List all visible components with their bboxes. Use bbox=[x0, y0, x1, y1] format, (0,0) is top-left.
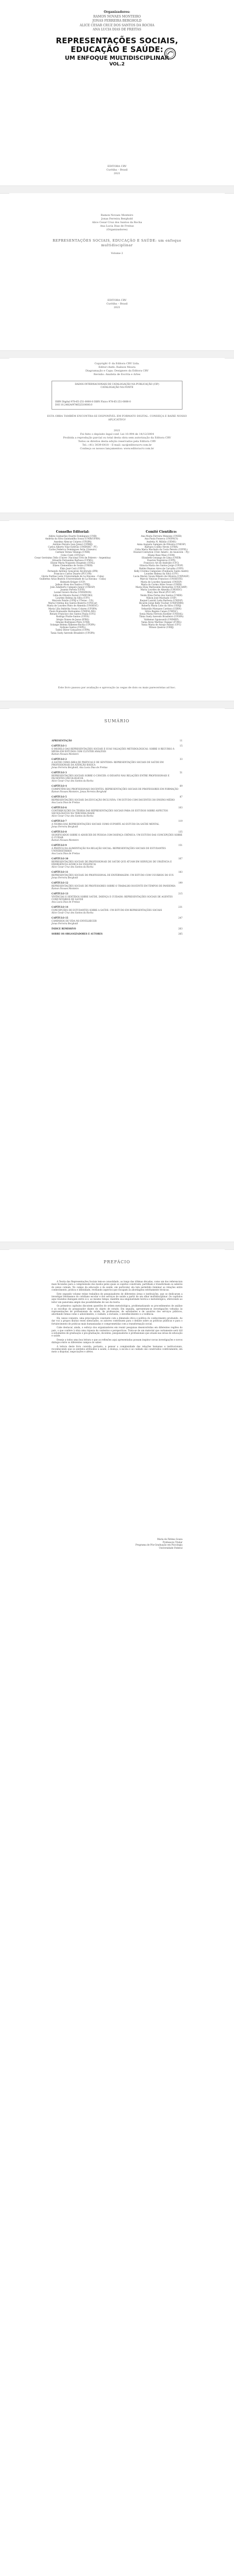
council-member: Eduardo Fernandes Barbosa (UFMG) bbox=[52, 559, 93, 562]
council-member: Silvia Regina Canan (UNESC) bbox=[145, 609, 178, 613]
toc-page-number: 265 bbox=[178, 933, 182, 935]
toc-row bbox=[52, 882, 182, 884]
council-member: Lídia de Oliveira Xavier (UNIEURO) bbox=[53, 594, 93, 597]
toc-chapter-title: O MODELO DAS REPRESENTAÇÕES SOCIAIS E SUAS VALIAÇÕES METODOLÓGICAS: SOBRE O RECURSO À MÉDIA EM ESTUDOS COM CLUSTER ANALYSIS bbox=[52, 748, 175, 753]
copyright-line: Diagramação e Capa: Designers da Editora CRV bbox=[85, 369, 149, 372]
toc-entry[interactable] bbox=[52, 844, 182, 855]
toc-chapter-authors: Jonas Ferreira Berghold bbox=[52, 825, 78, 828]
preface-paragraph: Desejo a todos uma boa leitura e que as reflexões aqui apresentadas possam inspirar novas investigações e novos diálogos entre os diferentes campos do saber. bbox=[52, 1338, 182, 1344]
toc-page-number: 151 bbox=[178, 844, 182, 846]
legal-line: Proibida a reprodução parcial ou total desta obra sem autorização da Editora CRV bbox=[63, 436, 171, 439]
legal-line: Todos os direitos desta edição reservados pela Editora CRV bbox=[78, 440, 156, 443]
toc-chapter-authors: Jonas Ferreira Berghold bbox=[52, 922, 78, 925]
council-member: Tania Suely Azevedo Brasileiro (UFOPA) bbox=[51, 631, 95, 634]
toc-row bbox=[52, 831, 182, 833]
legal-line: Foi feito o depósito legal conf. Lei 10.994 de 14/12/2004 bbox=[80, 433, 154, 436]
page-divider bbox=[0, 350, 234, 359]
council-member: Eliane Rose Maio (UEM) bbox=[147, 553, 175, 556]
toc-row bbox=[52, 820, 182, 822]
toc-chapter-authors: Ramon Novaes Monteiro bbox=[52, 839, 79, 841]
council-member: Sérgio Nunes de Jesus (IFRO) bbox=[56, 618, 89, 621]
toc-chapter-label: CAPÍTULO 12 bbox=[52, 882, 69, 884]
council-member: Carlos Alberto Vilar Estêvão (UMINHO – PT) bbox=[48, 546, 97, 549]
cip-title: DADOS INTERNACIONAIS DE CATALOGAÇÃO NA PUBLICAÇÃO (CIP) bbox=[75, 383, 159, 386]
toc-chapter-title: COMPETÊNCIAS PROFISSIONAIS DOCENTES: REPRESENTAÇÕES SOCIAIS DE PROFESSORES EM FORMAÇÃO bbox=[52, 788, 178, 790]
council-member: Josania Portela (UFPI) bbox=[60, 588, 85, 591]
toc-entry[interactable] bbox=[52, 906, 182, 914]
toc-entry[interactable] bbox=[52, 771, 182, 782]
toc-row bbox=[52, 933, 182, 935]
council-member: Valdemar Sguissardi (UNIMEP) bbox=[144, 618, 179, 621]
toc-row bbox=[52, 744, 182, 747]
signature-line: Programa de Pós-Graduação em Psicologia bbox=[135, 1544, 182, 1547]
toc-entry[interactable] bbox=[52, 744, 182, 755]
publisher-logo-icon bbox=[164, 47, 176, 60]
council-member: Guillermo Arias Beatón (Universidade de La Havana – Cuba) bbox=[39, 578, 106, 581]
council-member: Elizabeth Gonzaga de Lima (UNEB) bbox=[141, 556, 181, 559]
toc-chapter-authors: Alice Cesar Cruz dos Santos da Rocha bbox=[52, 779, 94, 782]
council-member: Ricardo Jorge Kelly Tischer (UNIFEMM) bbox=[139, 602, 184, 605]
toc-chapter-title: VIVÊNCIAS E SENTIDOS SOBRE SAÚDE, DOENÇA E CUIDADO: REPRESENTAÇÕES SOCIAIS DE AGENTES COMUNITÁRIOS DE SAÚDE bbox=[52, 895, 173, 901]
toc-chapter-title: CONCEPÇÕES DE ESTUDANTES SOBRE A SAÚDE: UM ESTUDO EM REPRESENTAÇÕES SOCIAIS bbox=[52, 909, 162, 911]
preface-paragraph: A Teoria das Representações Sociais tem-se consolidado, ao longo das últimas décadas, como um dos referenciais mais fecundos para a compreensão dos modos pelos quais os sujeitos constroem, partilham e transformam os saberes do senso comum. No campo da educação e da saúde, em particular, ela tem permitido iluminar as relações entre conhecimento, prática e identidade, revelando aspectos que escapam às abordagens estritamente técnicas. bbox=[52, 1280, 182, 1292]
toc-entry[interactable] bbox=[52, 806, 182, 817]
toc-chapter-label: CAPÍTULO 6 bbox=[52, 806, 67, 809]
council-member: Lourdes Helena da Silva (UFV) bbox=[144, 572, 179, 575]
signature-line: Maria de Fátima Souza bbox=[157, 1538, 182, 1540]
toc-page-number: 231 bbox=[178, 906, 182, 908]
council-member: Lucia Marisy Souza Ribeiro de Oliveira (UNIVASF) bbox=[133, 575, 190, 578]
toc-row bbox=[52, 785, 182, 787]
toc-chapter-label: CAPÍTULO 5 bbox=[52, 795, 67, 798]
toc-page-number: 119 bbox=[178, 820, 182, 822]
toc-row bbox=[52, 771, 182, 774]
toc-entry[interactable] bbox=[52, 933, 182, 935]
toc-chapter-title: REPRESENTAÇÕES SOCIAIS DE PROFESSORES SOBRE O TRABALHO DOCENTE EM TEMPOS DE PANDEMIA bbox=[52, 885, 176, 887]
toc-entry[interactable] bbox=[52, 820, 182, 828]
toc-page-number: 11 bbox=[179, 739, 182, 742]
copyright-lines bbox=[0, 362, 234, 377]
council-member: Helmuth Krüger (UCP) bbox=[60, 580, 86, 583]
council-member: Maria de Lourdes Spazziani (UNESP) bbox=[141, 580, 182, 583]
toc-page-number: 103 bbox=[178, 806, 182, 809]
council-member: Rodrigo Pratte-Santos (UFES) bbox=[56, 615, 90, 618]
toc-row bbox=[52, 844, 182, 846]
council-member: Jailson Alves dos Santos (UFRJ) bbox=[55, 583, 90, 586]
toc-page-number: 135 bbox=[178, 831, 182, 833]
toc-page-number: 87 bbox=[179, 795, 182, 798]
editorial-council-heading: Conselho Editorial: bbox=[56, 530, 90, 534]
copyright-line: Copyright © da Editora CRV Ltda. bbox=[94, 362, 140, 365]
toc-chapter-label: CAPÍTULO 3 bbox=[52, 771, 67, 774]
toc-chapter-label: ÍNDICE REMISSIVO bbox=[52, 927, 76, 930]
name-line: Alice Cesar Cruz dos Santos da Rocha bbox=[92, 221, 142, 224]
council-member: Vania Alves Martins Chaigar (FURG) bbox=[141, 620, 182, 623]
publisher-line: Curitiba – Brasil bbox=[106, 168, 128, 172]
half-title-volume: Volume 2 bbox=[111, 252, 123, 255]
council-member: Ana Maria Ferreira Menezes (UNEB) bbox=[141, 535, 182, 538]
toc-row bbox=[52, 739, 182, 742]
toc-entry[interactable] bbox=[52, 892, 182, 903]
scientific-committee-heading: Comitê Científico: bbox=[145, 530, 177, 534]
copyright-line: Editor-chefe: Railson Moura bbox=[98, 366, 136, 369]
council-member: Francisco Carlos Duarte (PUC-PR) bbox=[54, 572, 92, 575]
council-member: Celso Conti (UFSCar) bbox=[60, 553, 85, 556]
toc-chapter-title: A TEORIA DAS REPRESENTAÇÕES SOCIAIS COMO SUPORTE AO ESTUDO DA SAÚDE MENTAL bbox=[52, 823, 159, 825]
book-volume: VOL.2 bbox=[109, 62, 125, 67]
toc-chapter-title: A SAÚDE COMO ÁREA DE PRÁTICAS E DE SENTIDOS: REPRESENTAÇÕES SOCIAIS DE SAÚDE EM PROFISSIONAIS DA ATENÇÃO BÁSICA bbox=[52, 761, 164, 766]
council-member: Elizeu Clementino de Souza (UNEB) bbox=[53, 564, 93, 567]
toc-page-number: 15 bbox=[179, 744, 182, 747]
copyright-line: Revisão: Analista de Escrita e Artes bbox=[93, 373, 141, 376]
doi-line: DOI 10.24824/978652510000.0 bbox=[55, 404, 93, 406]
organizer-name: ALICE CESAR CRUZ DOS SANTOS DA ROCHA bbox=[79, 23, 155, 27]
council-member: Nilson José Machado (USP) bbox=[146, 596, 177, 599]
council-member: Maria Eliza Mattosinho Bernardes (UNICAMP) bbox=[136, 586, 187, 589]
title-page bbox=[9, 0, 225, 185]
toc-page-number: 167 bbox=[178, 857, 182, 860]
toc-chapter-authors: Alice Cesar Cruz dos Santos da Rocha bbox=[52, 866, 94, 868]
council-member: Élsio José Corá (UFFS) bbox=[60, 567, 86, 570]
toc-row bbox=[52, 927, 182, 930]
toc-chapter-label: CAPÍTULO 14 bbox=[52, 906, 69, 908]
toc-chapter-title: REPRESENTAÇÕES SOCIAIS DA EDUCAÇÃO INCLUSIVA: UM ESTUDO COM DOCENTES DO ENSINO MÉDIO bbox=[52, 799, 175, 801]
council-member: Simone Rodrigues Pinto (UNB) bbox=[55, 620, 90, 623]
toc-chapter-authors: Ana Lucia Dias de Freitas bbox=[52, 801, 80, 804]
toc-row bbox=[52, 795, 182, 798]
council-member: Helder Buenos Aires de Carvalho (UFPI) bbox=[139, 567, 184, 570]
toc-chapter-authors: Ramon Novaes Monteiro, Jonas Ferreira Berghold bbox=[52, 790, 107, 793]
council-member: Renato Francisco dos Santos Paula (UFG) bbox=[49, 613, 96, 616]
toc-chapter-authors: Ana Lucia Dias de Freitas bbox=[52, 852, 80, 855]
publisher-line: EDITORA CRV bbox=[107, 165, 127, 168]
name-line: Jonas Ferreira Berghold bbox=[101, 217, 133, 221]
toc-chapter-label: SOBRE OS ORGANIZADORES E AUTORES bbox=[52, 933, 103, 935]
toc-chapter-label: CAPÍTULO 13 bbox=[52, 892, 69, 895]
council-member: Leonel Severo Rocha (UNISINOS) bbox=[54, 591, 92, 594]
council-member: Anna Augusta Sampaio de Oliveira (UNESP) bbox=[137, 543, 186, 546]
council-member: Maria Lília Imbiriba Sousa Colares (UFOPA) bbox=[48, 607, 97, 610]
toc-row bbox=[52, 917, 182, 919]
toc-chapter-title: CAMINHOS DE VIDA NO ENVELHECER bbox=[52, 920, 97, 922]
council-member: Maria de Lourdes Pinto de Almeida (UNOESC) bbox=[47, 604, 98, 607]
page-divider bbox=[0, 185, 234, 194]
editorial-council-column bbox=[31, 531, 114, 634]
cip-subtitle: CATALOGAÇÃO NA FONTE bbox=[101, 386, 133, 389]
council-member: Vania Maria de Araujo Passos (UFC) bbox=[141, 623, 181, 626]
page-divider bbox=[0, 513, 234, 521]
council-member: Gláucia Maria dos Santos Jorge (UFOP) bbox=[139, 564, 183, 567]
toc-heading: SUMÁRIO bbox=[104, 719, 130, 723]
toc-entry[interactable] bbox=[52, 927, 182, 930]
toc-entry[interactable] bbox=[52, 882, 182, 890]
council-member: Mary Ann Wood (PUC-SP) bbox=[147, 591, 176, 594]
council-member: Andréia da Silva Quintanilha Sousa (UNIR/UFRN) bbox=[45, 537, 101, 540]
publisher-line: Curitiba – Brasil bbox=[106, 302, 128, 306]
toc-chapter-label: CAPÍTULO 15 bbox=[52, 917, 69, 919]
toc-chapter-label: CAPÍTULO 7 bbox=[52, 820, 67, 822]
name-line: Ana Lucia Dias de Freitas bbox=[100, 225, 134, 228]
council-member: Sydione Santos (UEPG) bbox=[59, 626, 86, 629]
organizer-name: JONAS FERREIRA BERGHOLD bbox=[92, 19, 142, 23]
book-title bbox=[0, 37, 234, 54]
toc-list bbox=[52, 739, 182, 938]
council-member: Cesar Gerónimo Tello (Univer .Nacional Três de Febrero – Argentina) bbox=[35, 556, 111, 559]
council-member: Lourdes Helena da Silva (UFV) bbox=[55, 596, 90, 599]
organizer-name: ANA LUCIA DIAS DE FREITAS bbox=[93, 28, 141, 31]
council-member: Maria do Carmo Alves Sousa (UNEB) bbox=[141, 583, 182, 586]
toc-row bbox=[52, 758, 182, 760]
publisher-line: 2021 bbox=[113, 306, 121, 309]
council-member: Fernando Antônio Gonçalves Alcoforado (IPB) bbox=[47, 569, 98, 572]
publisher-line: EDITORA CRV bbox=[107, 299, 127, 302]
copyright-page bbox=[9, 358, 225, 513]
peer-review-note: Este livro passou por avaliação e aprovação às cegas de dois ou mais pareceristas ad hoc. bbox=[58, 686, 176, 689]
toc-chapter-authors: Ana Lucia Dias de Freitas bbox=[52, 901, 80, 903]
toc-entry[interactable] bbox=[52, 831, 182, 841]
council-page bbox=[9, 520, 225, 701]
preface-signature bbox=[124, 1538, 182, 1549]
council-member: Marcelo Paixão (UFRJ e UTexas – US) bbox=[52, 599, 94, 602]
toc-row bbox=[52, 871, 182, 873]
council-member: Tadeu Oliver Gonçalves (UFPA) bbox=[55, 629, 90, 632]
book-title-line: REPRESENTAÇÕES SOCIAIS, bbox=[56, 36, 178, 45]
toc-chapter-authors: Jonas Ferreira Berghold, Ana Lucia Dias de Freitas bbox=[52, 766, 108, 769]
toc-entry[interactable] bbox=[52, 785, 182, 793]
council-member: Solange Helena Ximenes-Rocha (UFOPA) bbox=[50, 623, 95, 626]
council-member: Francisco Ari de Andrade (UFC) bbox=[143, 562, 179, 565]
organizers-block bbox=[0, 10, 234, 32]
toc-entry[interactable] bbox=[52, 857, 182, 868]
council-columns bbox=[31, 531, 203, 634]
organizers-heading: Organizadores: bbox=[104, 10, 130, 14]
isbn-line: ISBN Digital 978-65-251-0000-0 ISBN Físico 978-65-251-0000-0 bbox=[55, 401, 131, 403]
toc-row bbox=[52, 906, 182, 908]
council-member: Fauston Negreiros (UFPI) bbox=[147, 559, 176, 562]
council-member: Neide Elisa Portes dos Santos (UNEB) bbox=[140, 594, 182, 597]
council-member: Wilson Queiroz (UERJ) bbox=[148, 626, 174, 629]
toc-chapter-title: A PRÁTICA DA ALIMENTAÇÃO NA RELAÇÃO SOCIAL: REPRESENTAÇÕES SOCIAIS DE ESTUDANTES UNIVERSITÁRIOS bbox=[52, 847, 166, 852]
toc-chapter-label: CAPÍTULO 9 bbox=[52, 844, 67, 846]
organizer-name: RAMON NOVAES MONTEIRO bbox=[93, 14, 141, 19]
council-member: Elione Maria Nogueira Diogenes (UFAL) bbox=[50, 562, 95, 565]
preface-body bbox=[52, 1280, 182, 1354]
toc-chapter-label: CAPÍTULO 4 bbox=[52, 785, 67, 787]
publisher-line: 2021 bbox=[113, 172, 121, 175]
council-member: Kelly Cristina Campones (Fundação Santo André) bbox=[134, 569, 189, 572]
toc-page-number: 215 bbox=[178, 892, 182, 895]
preface-paragraph: Cabe destacar, ainda, o esforço dos organizadores em reunir pesquisas desenvolvidas em diferentes regiões do país, o que confere à obra uma riqueza de contextos e perspectivas. Trata-se de um material que certamente será útil a estudantes de graduação e pós-graduação, docentes, pesquisadores e profissionais que atuam nas áreas de educação e saúde. bbox=[52, 1326, 182, 1337]
council-member: Roberta Maria Lobo da Silva (UERJ) bbox=[141, 604, 181, 607]
council-member: Diosnel Centurion (Univ Americ. de Asunción – Py) bbox=[133, 551, 190, 554]
toc-page-number: 33 bbox=[179, 758, 182, 760]
toc-chapter-title: REPRESENTAÇÕES SOCIAIS DE PROFISSIONAIS DE SAÚDE QUE ATUAM EM SERVIÇOS DE URGÊNCIA E EMERGÊNCIA ACERCA DA VIOLÊNCIA bbox=[52, 860, 172, 866]
council-member: Tânia Suely Azevedo Brasileiro (UFOPA) bbox=[139, 615, 183, 618]
toc-chapter-label: CAPÍTULO 10 bbox=[52, 857, 69, 860]
council-member: Maria Lourdes de Almeida (UNOESC) bbox=[140, 588, 182, 591]
council-member: Aldira Guimarães Duarte Domínguez (UNB) bbox=[48, 535, 97, 538]
legal-line: 2021 bbox=[113, 429, 121, 432]
legal-line: Tel.: (41) 3039-6418 – E-mail: sac@editoracrv.com.br bbox=[82, 444, 152, 447]
council-member: Carmen Tereza Velanga (UNIR) bbox=[55, 551, 90, 554]
toc-chapter-title: REPRESENTAÇÕES SOCIAIS DO PROFISSIONAL DE ENFERMAGEM: UM ESTUDO COM USUÁRIOS DO SUS bbox=[52, 874, 174, 876]
council-member: Maria Cristina dos Santos Bezerra (UFSCar) bbox=[48, 602, 97, 605]
half-title-names bbox=[0, 214, 234, 232]
digital-note: ESTA OBRA TAMBÉM ENCONTRA-SE DISPONÍVEL EM FORMATO DIGITAL. CONHEÇA E BAIXE NOSSO APLICATIVO! bbox=[47, 415, 187, 421]
preface-paragraph: Este segundo volume reúne trabalhos de pesquisadores de diferentes áreas e instituições, que se dedicaram a investigar fenômenos do cotidiano escolar e dos serviços de saúde a partir de um olhar multidisciplinar. Os capítulos aqui reunidos dialogam entre si e, ao mesmo tempo, mantêm sua singularidade teórica e metodológica, oferecendo ao leitor um panorama amplo das possibilidades de uso da teoria. bbox=[52, 1292, 182, 1303]
signature-line: Universidade Federal bbox=[159, 1546, 182, 1549]
toc-chapter-title: REPRESENTAÇÕES SOCIAIS SOBRE O CÂNCER: O DESAFIO NAS RELAÇÕES ENTRE PROFISSIONAIS E PACIENTES ONCOLÓGICOS bbox=[52, 774, 170, 779]
council-member: Antônio Pereira Gaio Júnior (UFRRJ) bbox=[53, 543, 93, 546]
preface-paragraph: Há, nesse conjunto, uma preocupação constante com a dimensão ética e política do conhecimento produzido. Ao dar voz a grupos muitas vezes silenciados, os autores contribuem para o debate sobre as políticas públicas e para o fortalecimento de práticas mais humanizadas e comprometidas com a transformação social. bbox=[52, 1316, 182, 1325]
toc-row bbox=[52, 857, 182, 860]
council-member: Barbara Coelho Neves (UFBA) bbox=[144, 546, 178, 549]
half-title-publisher bbox=[0, 299, 234, 310]
toc-page-number: 183 bbox=[178, 871, 182, 873]
council-member: Paulo Romualdo Hernandes (UNIFAL-MG) bbox=[49, 609, 96, 613]
council-member: Sebastião Marques Cardoso (UERN) bbox=[141, 607, 181, 610]
council-member: Cátia Maria Machado da Costa Pereira (UFPEL) bbox=[135, 548, 188, 551]
page-divider bbox=[0, 701, 234, 709]
council-member: Marcos Vinicius Francisco (UNOESTE) bbox=[140, 578, 183, 581]
toc-chapter-label: APRESENTAÇÃO bbox=[52, 739, 72, 742]
preface-heading: PREFÁCIO bbox=[104, 1260, 130, 1264]
toc-chapter-label: CAPÍTULO 8 bbox=[52, 831, 67, 833]
toc-entry[interactable] bbox=[52, 758, 182, 769]
half-title-page bbox=[9, 193, 225, 350]
toc-entry[interactable] bbox=[52, 871, 182, 879]
toc-entry[interactable] bbox=[52, 917, 182, 925]
council-member: Ana Paula Fonseca (UNIFACS) bbox=[144, 537, 178, 540]
book-title-line: EDUCAÇÃO E SAÚDE: bbox=[71, 45, 163, 54]
toc-chapter-label: CAPÍTULO 1 bbox=[52, 744, 67, 747]
council-member: Andréia N. Militão (UEMS) bbox=[146, 540, 176, 543]
toc-chapter-authors: Ramon Novaes Monteiro bbox=[52, 753, 79, 755]
council-member: Carlos Federico Dominguez Avila (Unieuro) bbox=[48, 548, 97, 551]
scientific-committee-column bbox=[120, 531, 203, 634]
toc-chapter-authors: Alice Cesar Cruz dos Santos da Rocha bbox=[52, 911, 94, 914]
preface-page bbox=[9, 1249, 225, 1662]
preface-paragraph: Os primeiros capítulos discutem questões de ordem metodológica, problematizando os procedimentos de análise e as escolhas do pesquisador diante do objeto de estudo. Em seguida, apresentam-se investigações voltadas às representações de profissionais da saúde, de professores, de estudantes e de usuários dos serviços públicos, abordando temas como o adoecimento, o cuidado, a inclusão, o envelhecimento e a violência. bbox=[52, 1304, 182, 1316]
council-member: Gloria Fariñas León (Universidade de La Havana – Cuba) bbox=[41, 575, 104, 578]
book-subtitle: UM ENFOQUE MULTIDISCIPLINAR bbox=[64, 55, 170, 61]
toc-chapter-label: CAPÍTULO 11 bbox=[52, 871, 69, 873]
toc-chapter-authors: Jonas Ferreira Berghold bbox=[52, 876, 78, 879]
toc-entry[interactable] bbox=[52, 795, 182, 804]
toc-chapter-authors: Alice Cesar Cruz dos Santos da Rocha bbox=[52, 815, 94, 817]
council-member: Sonia Maria Ferreira Koehler (UNISAL) bbox=[139, 613, 183, 616]
publisher-block bbox=[0, 165, 234, 176]
preface-paragraph: A leitura deste livro convida, portanto, a pensar a complexidade das relações humanas e institucionais, reconhecendo que os sentidos atribuídos à saúde, à doença, à escola e ao cuidado são construídos coletivamente, em meio a disputas, negociações e afetos. bbox=[52, 1345, 182, 1353]
council-member: Anselmo Alencar Colares (UFOPA) bbox=[54, 540, 92, 543]
cip-box bbox=[52, 381, 182, 410]
toc-page-number: 199 bbox=[178, 882, 182, 884]
legal-line: Conheça os nossos lançamentos: www.editoracrv.com.br bbox=[80, 447, 154, 450]
council-member: Raquel Lazzari Leite Barbosa (UNESP) bbox=[140, 599, 183, 602]
toc-page-number: 51 bbox=[179, 771, 182, 774]
toc-entry[interactable] bbox=[52, 739, 182, 742]
toc-chapter-title: CONTRIBUIÇÕES DA TEORIA DAS REPRESENTAÇÕES SOCIAIS PARA OS ESTUDOS SOBRE ASPECTOS SOCIOLÓGICOS NA TERCEIRA IDADE bbox=[52, 809, 168, 815]
legal-block bbox=[0, 429, 234, 451]
toc-chapter-label: CAPÍTULO 2 bbox=[52, 758, 67, 760]
toc-row bbox=[52, 892, 182, 895]
half-title-title: REPRESENTAÇÕES SOCIAIS, EDUCAÇÃO E SAÚDE: um enfoque multidisciplinar bbox=[53, 239, 181, 247]
toc-page-number: 247 bbox=[178, 917, 182, 919]
toc-row bbox=[52, 806, 182, 809]
page-divider bbox=[0, 1242, 234, 1250]
toc-chapter-title: SIGNIFICADOS SOBRE O ADOECER DE PESSOA COM DOENÇA CRÔNICA: UM ESTUDO DAS CONCEPÇÕES SOBRE O CUIDAR bbox=[52, 834, 182, 839]
toc-chapter-authors: Ramon Novaes Monteiro bbox=[52, 887, 79, 890]
toc-page-number: 69 bbox=[179, 785, 182, 787]
toc-page-number: 263 bbox=[178, 927, 182, 930]
name-line: Ramon Novaes Monteiro bbox=[101, 214, 133, 217]
toc-page bbox=[9, 708, 225, 1242]
council-member: João Adalberto Campato Junior (UNESP) bbox=[50, 586, 95, 589]
signature-line: Professora Titular bbox=[162, 1540, 182, 1544]
name-line: (Organizadores) bbox=[106, 228, 128, 231]
